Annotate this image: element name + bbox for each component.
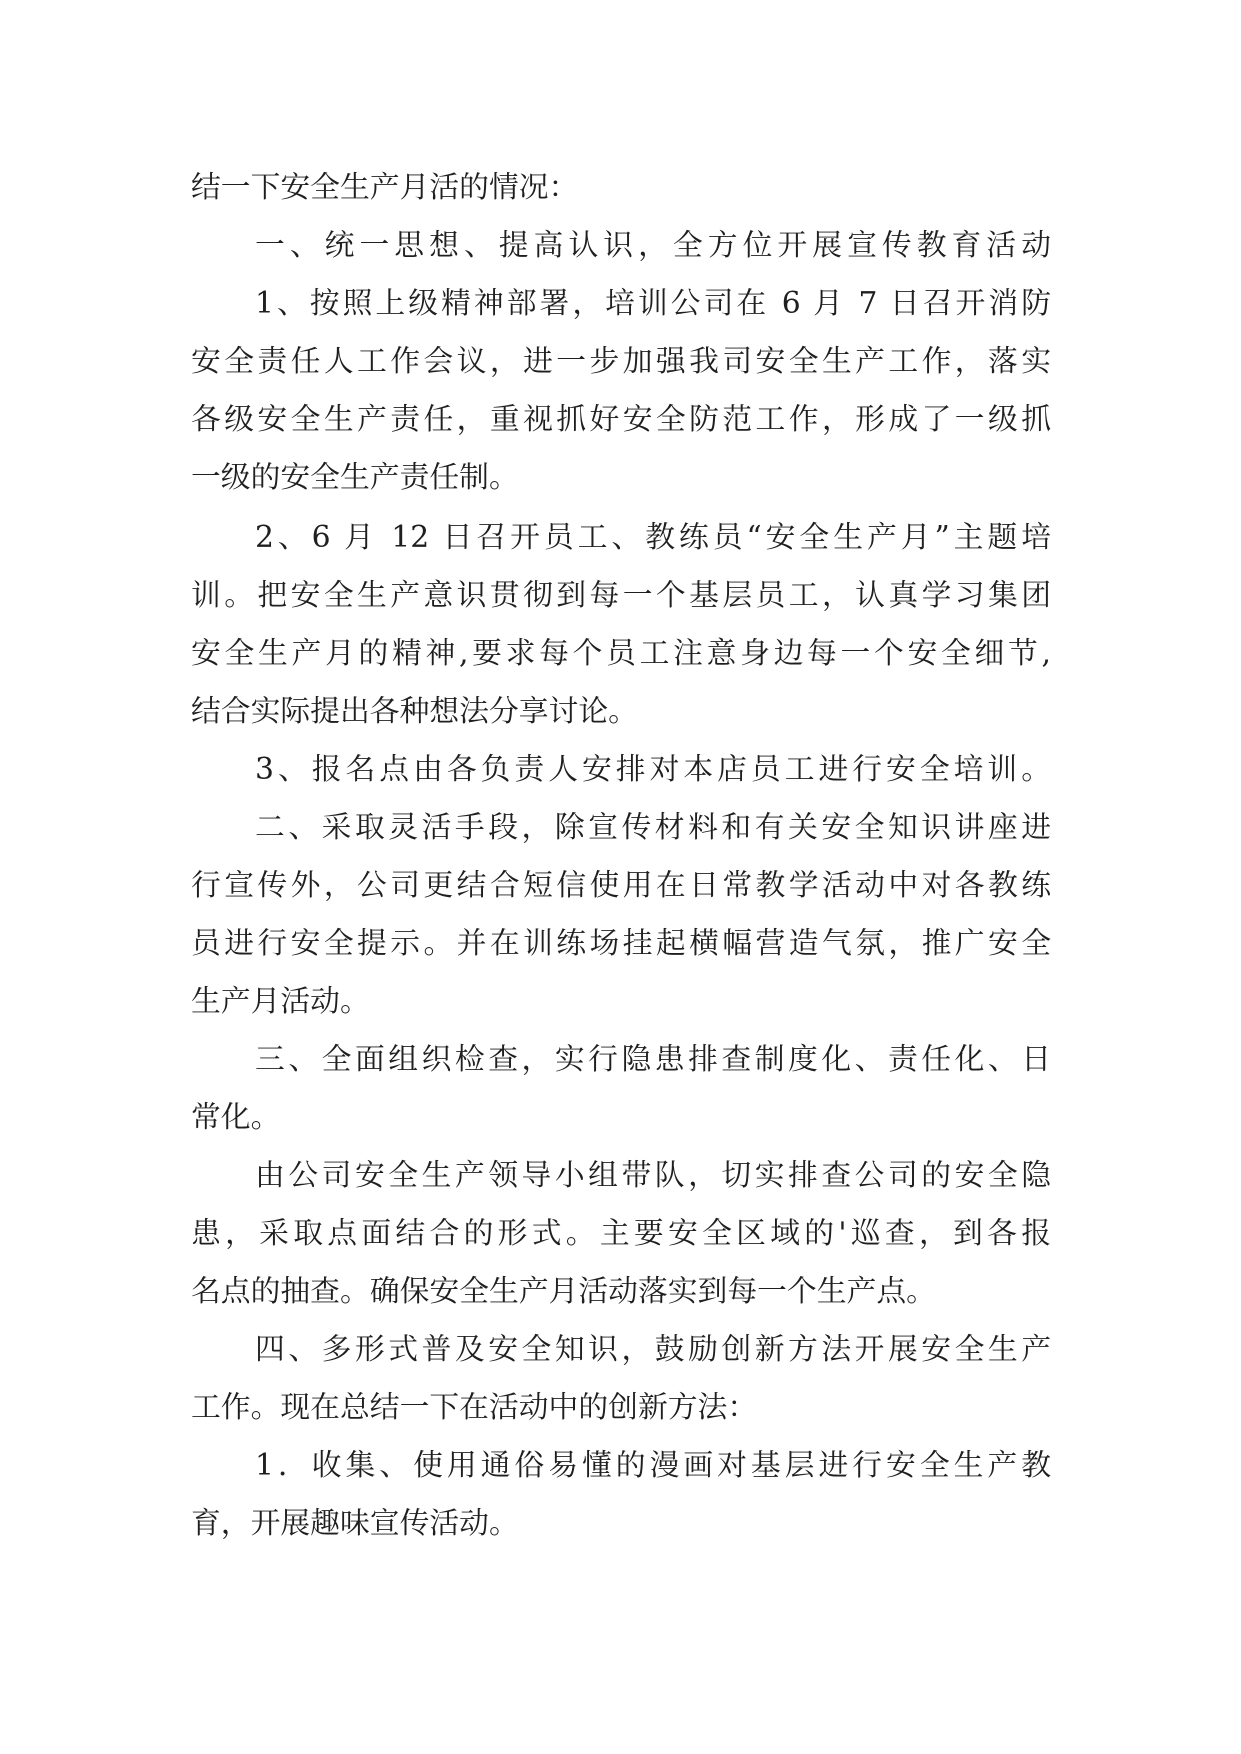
section-heading-1: 一、统一思想、提高认识，全方位开展宣传教育活动: [255, 228, 1051, 263]
paragraph-line: 行宣传外，公司更结合短信使用在日常教学活动中对各教练: [191, 868, 1051, 903]
paragraph-line: 结合实际提出各种想法分享讨论。: [191, 694, 638, 729]
paragraph-line: 常化。: [191, 1100, 281, 1135]
paragraph-line: 训。把安全生产意识贯彻到每一个基层员工，认真学习集团: [191, 578, 1051, 613]
paragraph-line: 2、6 月 12 日召开员工、教练员“安全生产月”主题培: [255, 520, 1051, 555]
paragraph-line: 名点的抽查。确保安全生产月活动落实到每一个生产点。: [191, 1274, 936, 1309]
paragraph-line: 1、按照上级精神部署，培训公司在 6 月 7 日召开消防: [255, 286, 1051, 321]
paragraph-line: 生产月活动。: [191, 984, 370, 1019]
section-heading-4: 四、多形式普及安全知识，鼓励创新方法开展安全生产: [255, 1332, 1051, 1367]
paragraph-line: 各级安全生产责任，重视抓好安全防范工作，形成了一级抓: [191, 402, 1051, 437]
paragraph-line: 安全生产月的精神,要求每个员工注意身边每一个安全细节,: [191, 636, 1051, 671]
text-line: 结一下安全生产月活的情况：: [191, 170, 579, 205]
paragraph-line: 安全责任人工作会议，进一步加强我司安全生产工作，落实: [191, 344, 1051, 379]
paragraph-line: 3、报名点由各负责人安排对本店员工进行安全培训。: [255, 752, 1051, 787]
paragraph-line: 育，开展趣味宣传活动。: [191, 1506, 519, 1541]
paragraph-line: 工作。现在总结一下在活动中的创新方法：: [191, 1390, 758, 1425]
section-heading-2: 二、采取灵活手段，除宣传材料和有关安全知识讲座进: [255, 810, 1051, 845]
section-heading-3: 三、全面组织检查，实行隐患排查制度化、责任化、日: [255, 1042, 1051, 1077]
paragraph-line: 1．收集、使用通俗易懂的漫画对基层进行安全生产教: [255, 1448, 1051, 1483]
paragraph-line: 由公司安全生产领导小组带队，切实排查公司的安全隐: [255, 1158, 1051, 1193]
paragraph-line: 患，采取点面结合的形式。主要安全区域的'巡查，到各报: [191, 1216, 1051, 1251]
paragraph-line: 一级的安全生产责任制。: [191, 460, 519, 495]
paragraph-line: 员进行安全提示。并在训练场挂起横幅营造气氛，推广安全: [191, 926, 1051, 961]
